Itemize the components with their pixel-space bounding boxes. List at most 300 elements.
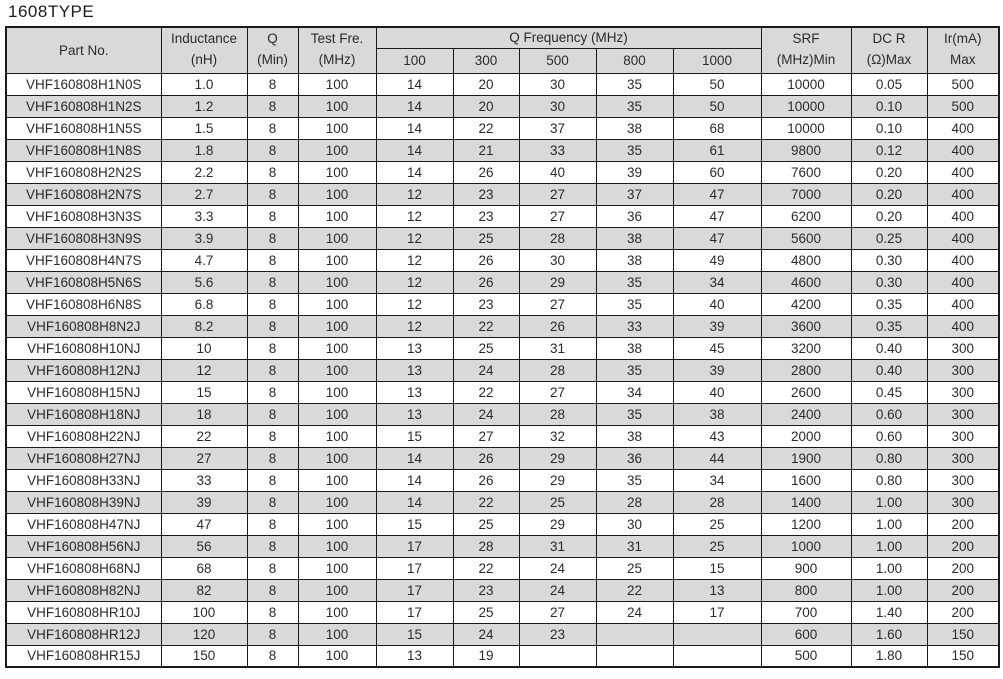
q-100-cell: 14 — [376, 139, 453, 161]
q-300-cell: 20 — [453, 73, 519, 95]
q-500-cell — [519, 645, 596, 667]
test-fre-cell: 100 — [298, 359, 376, 381]
q-800-cell: 35 — [596, 469, 673, 491]
q-800-cell: 25 — [596, 557, 673, 579]
col-header-q-min — [247, 27, 298, 73]
dcr-cell: 0.12 — [851, 139, 927, 161]
q-100-cell: 13 — [376, 337, 453, 359]
q-100-cell: 15 — [376, 425, 453, 447]
dcr-cell: 1.00 — [851, 513, 927, 535]
q-1000-cell — [673, 623, 761, 645]
ir-cell: 300 — [927, 403, 999, 425]
q-100-cell: 14 — [376, 73, 453, 95]
q-800-cell — [596, 645, 673, 667]
dcr-cell: 0.05 — [851, 73, 927, 95]
q-min-cell: 8 — [247, 139, 298, 161]
inductance-cell: 56 — [161, 535, 247, 557]
ir-cell: 300 — [927, 447, 999, 469]
dcr-cell: 0.60 — [851, 425, 927, 447]
q-min-cell: 8 — [247, 645, 298, 667]
q-1000-cell: 39 — [673, 315, 761, 337]
inductance-cell: 150 — [161, 645, 247, 667]
part-no-cell: VHF160808HR15J — [6, 645, 161, 667]
ir-cell: 400 — [927, 293, 999, 315]
q-800-cell: 24 — [596, 601, 673, 623]
q-500-cell: 24 — [519, 557, 596, 579]
q-300-cell: 23 — [453, 293, 519, 315]
q-500-cell: 27 — [519, 381, 596, 403]
col-header-test-fre-line1: Test Fre. — [310, 31, 364, 47]
q-100-cell: 14 — [376, 469, 453, 491]
part-no-cell: VHF160808HR10J — [6, 601, 161, 623]
q-800-cell: 28 — [596, 491, 673, 513]
q-100-cell: 12 — [376, 293, 453, 315]
col-header-part-no: Part No. — [6, 27, 161, 73]
test-fre-cell: 100 — [298, 117, 376, 139]
q-300-cell: 22 — [453, 117, 519, 139]
q-800-cell: 35 — [596, 73, 673, 95]
table-row — [6, 535, 999, 557]
q-800-cell: 35 — [596, 95, 673, 117]
q-500-cell: 27 — [519, 183, 596, 205]
ir-cell: 400 — [927, 205, 999, 227]
col-header-srf-line1: SRF — [792, 31, 820, 47]
ir-cell: 200 — [927, 579, 999, 601]
col-header-freq-800: 800 — [596, 48, 673, 73]
q-1000-cell: 38 — [673, 403, 761, 425]
q-min-cell: 8 — [247, 557, 298, 579]
q-min-cell: 8 — [247, 579, 298, 601]
q-800-cell: 36 — [596, 447, 673, 469]
q-1000-cell: 34 — [673, 271, 761, 293]
q-500-cell: 29 — [519, 447, 596, 469]
test-fre-cell: 100 — [298, 95, 376, 117]
q-800-cell — [596, 623, 673, 645]
q-1000-cell: 40 — [673, 381, 761, 403]
q-800-cell: 38 — [596, 249, 673, 271]
srf-cell: 1600 — [761, 469, 851, 491]
dcr-cell: 1.00 — [851, 557, 927, 579]
srf-cell: 3600 — [761, 315, 851, 337]
dcr-cell: 0.20 — [851, 183, 927, 205]
part-no-cell: VHF160808H6N8S — [6, 293, 161, 315]
q-500-cell: 32 — [519, 425, 596, 447]
q-300-cell: 26 — [453, 469, 519, 491]
q-500-cell: 30 — [519, 73, 596, 95]
srf-cell: 2800 — [761, 359, 851, 381]
table-row — [6, 579, 999, 601]
inductance-cell: 47 — [161, 513, 247, 535]
q-min-cell: 8 — [247, 271, 298, 293]
col-header-ir — [927, 27, 999, 73]
col-header-q-frequency-group: Q Frequency (MHz) — [376, 27, 761, 48]
q-800-cell: 35 — [596, 139, 673, 161]
q-1000-cell: 43 — [673, 425, 761, 447]
q-300-cell: 26 — [453, 249, 519, 271]
q-100-cell: 12 — [376, 249, 453, 271]
ir-cell: 300 — [927, 469, 999, 491]
q-min-cell: 8 — [247, 315, 298, 337]
part-no-cell: VHF160808H8N2J — [6, 315, 161, 337]
q-100-cell: 14 — [376, 95, 453, 117]
q-800-cell: 35 — [596, 271, 673, 293]
test-fre-cell: 100 — [298, 513, 376, 535]
test-fre-cell: 100 — [298, 601, 376, 623]
q-800-cell: 35 — [596, 403, 673, 425]
table-body — [6, 73, 999, 667]
q-800-cell: 38 — [596, 117, 673, 139]
q-min-cell: 8 — [247, 535, 298, 557]
col-header-q-line2: (Min) — [257, 52, 288, 68]
q-min-cell: 8 — [247, 117, 298, 139]
part-no-cell: VHF160808H22NJ — [6, 425, 161, 447]
inductance-cell: 4.7 — [161, 249, 247, 271]
q-300-cell: 19 — [453, 645, 519, 667]
ir-cell: 400 — [927, 315, 999, 337]
inductance-cell: 82 — [161, 579, 247, 601]
q-1000-cell: 39 — [673, 359, 761, 381]
q-min-cell: 8 — [247, 227, 298, 249]
inductance-cell: 120 — [161, 623, 247, 645]
q-300-cell: 26 — [453, 161, 519, 183]
srf-cell: 1400 — [761, 491, 851, 513]
q-500-cell: 37 — [519, 117, 596, 139]
test-fre-cell: 100 — [298, 579, 376, 601]
part-no-cell: VHF160808H27NJ — [6, 447, 161, 469]
q-500-cell: 28 — [519, 403, 596, 425]
q-100-cell: 12 — [376, 205, 453, 227]
table-row — [6, 425, 999, 447]
test-fre-cell: 100 — [298, 535, 376, 557]
q-min-cell: 8 — [247, 447, 298, 469]
q-1000-cell: 28 — [673, 491, 761, 513]
q-1000-cell: 44 — [673, 447, 761, 469]
inductance-cell: 39 — [161, 491, 247, 513]
q-300-cell: 25 — [453, 513, 519, 535]
q-300-cell: 25 — [453, 337, 519, 359]
col-header-srf-line2: (MHz)Min — [776, 52, 836, 68]
col-header-ir-line2: Max — [950, 52, 976, 68]
q-500-cell: 29 — [519, 271, 596, 293]
q-500-cell: 30 — [519, 249, 596, 271]
srf-cell: 10000 — [761, 95, 851, 117]
srf-cell: 1900 — [761, 447, 851, 469]
q-min-cell: 8 — [247, 623, 298, 645]
srf-cell: 6200 — [761, 205, 851, 227]
q-300-cell: 22 — [453, 491, 519, 513]
test-fre-cell: 100 — [298, 557, 376, 579]
dcr-cell: 0.30 — [851, 271, 927, 293]
srf-cell: 2600 — [761, 381, 851, 403]
table-row — [6, 271, 999, 293]
srf-cell: 600 — [761, 623, 851, 645]
table-row — [6, 337, 999, 359]
ir-cell: 200 — [927, 557, 999, 579]
q-500-cell: 40 — [519, 161, 596, 183]
srf-cell: 4600 — [761, 271, 851, 293]
q-1000-cell: 25 — [673, 513, 761, 535]
table-row — [6, 117, 999, 139]
table-row — [6, 161, 999, 183]
inductance-cell: 68 — [161, 557, 247, 579]
test-fre-cell: 100 — [298, 293, 376, 315]
q-1000-cell: 47 — [673, 183, 761, 205]
q-100-cell: 17 — [376, 557, 453, 579]
q-300-cell: 26 — [453, 447, 519, 469]
q-100-cell: 14 — [376, 491, 453, 513]
q-500-cell: 24 — [519, 579, 596, 601]
inductance-cell: 1.8 — [161, 139, 247, 161]
col-header-freq-500: 500 — [519, 48, 596, 73]
q-300-cell: 25 — [453, 227, 519, 249]
table-row — [6, 601, 999, 623]
q-500-cell: 28 — [519, 227, 596, 249]
inductance-cell: 33 — [161, 469, 247, 491]
q-100-cell: 13 — [376, 381, 453, 403]
dcr-cell: 1.00 — [851, 491, 927, 513]
q-100-cell: 17 — [376, 601, 453, 623]
q-100-cell: 12 — [376, 183, 453, 205]
q-100-cell: 13 — [376, 645, 453, 667]
dcr-cell: 0.80 — [851, 469, 927, 491]
q-500-cell: 31 — [519, 337, 596, 359]
q-500-cell: 31 — [519, 535, 596, 557]
q-1000-cell: 45 — [673, 337, 761, 359]
srf-cell: 4200 — [761, 293, 851, 315]
q-min-cell: 8 — [247, 293, 298, 315]
test-fre-cell: 100 — [298, 183, 376, 205]
ir-cell: 150 — [927, 623, 999, 645]
inductance-cell: 18 — [161, 403, 247, 425]
part-no-cell: VHF160808H15NJ — [6, 381, 161, 403]
q-1000-cell: 68 — [673, 117, 761, 139]
part-no-cell: VHF160808H10NJ — [6, 337, 161, 359]
q-500-cell: 27 — [519, 293, 596, 315]
q-500-cell: 27 — [519, 601, 596, 623]
part-no-cell: VHF160808H82NJ — [6, 579, 161, 601]
part-no-cell: VHF160808H56NJ — [6, 535, 161, 557]
inductance-cell: 2.7 — [161, 183, 247, 205]
table-row — [6, 645, 999, 667]
srf-cell: 3200 — [761, 337, 851, 359]
test-fre-cell: 100 — [298, 139, 376, 161]
q-100-cell: 17 — [376, 535, 453, 557]
table-row — [6, 293, 999, 315]
table-row — [6, 403, 999, 425]
col-header-freq-300: 300 — [453, 48, 519, 73]
table-row — [6, 95, 999, 117]
q-min-cell: 8 — [247, 601, 298, 623]
header-row-1 — [6, 27, 999, 48]
q-800-cell: 30 — [596, 513, 673, 535]
q-min-cell: 8 — [247, 359, 298, 381]
table-row — [6, 513, 999, 535]
col-header-inductance-line1: Inductance — [170, 31, 238, 47]
q-500-cell: 29 — [519, 513, 596, 535]
q-min-cell: 8 — [247, 491, 298, 513]
col-header-inductance — [161, 27, 247, 73]
col-header-test-fre — [298, 27, 376, 73]
col-header-dcr-line1: DC R — [872, 31, 906, 47]
test-fre-cell: 100 — [298, 205, 376, 227]
col-header-inductance-line2: (nH) — [190, 52, 218, 68]
ir-cell: 300 — [927, 425, 999, 447]
test-fre-cell: 100 — [298, 337, 376, 359]
test-fre-cell: 100 — [298, 315, 376, 337]
part-no-cell: VHF160808H68NJ — [6, 557, 161, 579]
table-row — [6, 557, 999, 579]
q-1000-cell: 49 — [673, 249, 761, 271]
part-no-cell: VHF160808H2N2S — [6, 161, 161, 183]
dcr-cell: 0.30 — [851, 249, 927, 271]
q-300-cell: 23 — [453, 579, 519, 601]
ir-cell: 200 — [927, 535, 999, 557]
part-no-cell: VHF160808H1N5S — [6, 117, 161, 139]
srf-cell: 10000 — [761, 117, 851, 139]
ir-cell: 200 — [927, 601, 999, 623]
q-min-cell: 8 — [247, 205, 298, 227]
dcr-cell: 1.00 — [851, 579, 927, 601]
q-300-cell: 28 — [453, 535, 519, 557]
q-500-cell: 28 — [519, 359, 596, 381]
q-1000-cell: 40 — [673, 293, 761, 315]
ir-cell: 200 — [927, 513, 999, 535]
q-1000-cell: 25 — [673, 535, 761, 557]
ir-cell: 400 — [927, 271, 999, 293]
ir-cell: 400 — [927, 139, 999, 161]
part-no-cell: VHF160808H4N7S — [6, 249, 161, 271]
srf-cell: 500 — [761, 645, 851, 667]
inductance-cell: 6.8 — [161, 293, 247, 315]
q-800-cell: 38 — [596, 425, 673, 447]
part-no-cell: VHF160808H12NJ — [6, 359, 161, 381]
part-no-cell: VHF160808H1N0S — [6, 73, 161, 95]
q-1000-cell: 50 — [673, 73, 761, 95]
ir-cell: 300 — [927, 381, 999, 403]
q-800-cell: 38 — [596, 337, 673, 359]
dcr-cell: 0.45 — [851, 381, 927, 403]
inductance-cell: 27 — [161, 447, 247, 469]
dcr-cell: 1.40 — [851, 601, 927, 623]
q-300-cell: 23 — [453, 183, 519, 205]
q-min-cell: 8 — [247, 381, 298, 403]
part-no-cell: VHF160808HR12J — [6, 623, 161, 645]
q-300-cell: 22 — [453, 315, 519, 337]
q-800-cell: 35 — [596, 359, 673, 381]
q-800-cell: 35 — [596, 293, 673, 315]
table-row — [6, 227, 999, 249]
q-100-cell: 13 — [376, 359, 453, 381]
srf-cell: 2000 — [761, 425, 851, 447]
dcr-cell: 0.60 — [851, 403, 927, 425]
test-fre-cell: 100 — [298, 73, 376, 95]
inductance-cell: 12 — [161, 359, 247, 381]
q-100-cell: 14 — [376, 161, 453, 183]
q-300-cell: 26 — [453, 271, 519, 293]
test-fre-cell: 100 — [298, 381, 376, 403]
dcr-cell: 0.10 — [851, 95, 927, 117]
q-500-cell: 30 — [519, 95, 596, 117]
srf-cell: 7000 — [761, 183, 851, 205]
ir-cell: 400 — [927, 161, 999, 183]
table-row — [6, 139, 999, 161]
inductance-cell: 10 — [161, 337, 247, 359]
test-fre-cell: 100 — [298, 249, 376, 271]
q-800-cell: 34 — [596, 381, 673, 403]
table-row — [6, 469, 999, 491]
table-row — [6, 205, 999, 227]
dcr-cell: 0.35 — [851, 315, 927, 337]
q-min-cell: 8 — [247, 73, 298, 95]
q-100-cell: 15 — [376, 513, 453, 535]
q-300-cell: 23 — [453, 205, 519, 227]
test-fre-cell: 100 — [298, 447, 376, 469]
q-min-cell: 8 — [247, 249, 298, 271]
table-row — [6, 249, 999, 271]
ir-cell: 400 — [927, 227, 999, 249]
col-header-srf — [761, 27, 851, 73]
dcr-cell: 0.40 — [851, 359, 927, 381]
col-header-freq-1000: 1000 — [673, 48, 761, 73]
q-800-cell: 38 — [596, 227, 673, 249]
ir-cell: 400 — [927, 117, 999, 139]
q-500-cell: 33 — [519, 139, 596, 161]
dcr-cell: 1.80 — [851, 645, 927, 667]
dcr-cell: 0.35 — [851, 293, 927, 315]
q-100-cell: 12 — [376, 315, 453, 337]
q-min-cell: 8 — [247, 425, 298, 447]
q-800-cell: 31 — [596, 535, 673, 557]
col-header-dcr-line2: (Ω)Max — [866, 52, 912, 68]
q-1000-cell: 61 — [673, 139, 761, 161]
col-header-q-line1: Q — [267, 31, 278, 47]
q-800-cell: 36 — [596, 205, 673, 227]
dcr-cell: 0.20 — [851, 161, 927, 183]
q-min-cell: 8 — [247, 513, 298, 535]
part-no-cell: VHF160808H47NJ — [6, 513, 161, 535]
table-row — [6, 183, 999, 205]
q-100-cell: 12 — [376, 227, 453, 249]
srf-cell: 1200 — [761, 513, 851, 535]
inductance-cell: 2.2 — [161, 161, 247, 183]
table-row — [6, 359, 999, 381]
q-1000-cell: 47 — [673, 227, 761, 249]
q-300-cell: 22 — [453, 381, 519, 403]
ir-cell: 400 — [927, 183, 999, 205]
part-no-cell: VHF160808H3N3S — [6, 205, 161, 227]
ir-cell: 500 — [927, 73, 999, 95]
dcr-cell: 0.10 — [851, 117, 927, 139]
col-header-dcr — [851, 27, 927, 73]
q-300-cell: 24 — [453, 623, 519, 645]
inductance-cell: 22 — [161, 425, 247, 447]
inductance-cell: 100 — [161, 601, 247, 623]
test-fre-cell: 100 — [298, 227, 376, 249]
q-500-cell: 26 — [519, 315, 596, 337]
dcr-cell: 0.25 — [851, 227, 927, 249]
srf-cell: 800 — [761, 579, 851, 601]
test-fre-cell: 100 — [298, 623, 376, 645]
q-100-cell: 13 — [376, 403, 453, 425]
ir-cell: 150 — [927, 645, 999, 667]
test-fre-cell: 100 — [298, 403, 376, 425]
inductance-cell: 1.0 — [161, 73, 247, 95]
part-no-cell: VHF160808H33NJ — [6, 469, 161, 491]
q-min-cell: 8 — [247, 161, 298, 183]
q-500-cell: 29 — [519, 469, 596, 491]
inductance-cell: 3.3 — [161, 205, 247, 227]
part-no-cell: VHF160808H18NJ — [6, 403, 161, 425]
